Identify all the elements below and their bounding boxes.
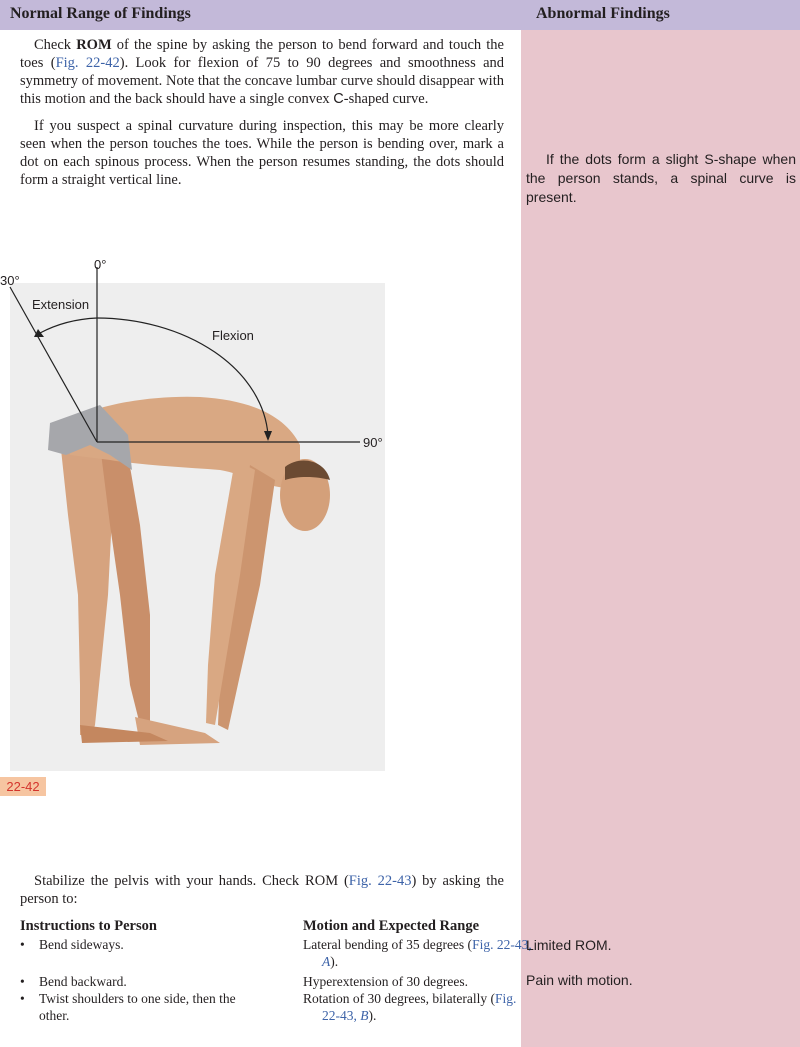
- fig-part-a[interactable]: A: [322, 954, 331, 969]
- instructions-column-heading: Instructions to Person: [20, 918, 157, 934]
- para1-text-2: of the spine by asking the person to bend forward and touch the toes (: [20, 37, 504, 71]
- range-text: Lateral bending of 35 degrees (: [303, 937, 473, 952]
- stabilize-pelvis-paragraph: [20, 872, 504, 908]
- abnormal-pain-with-motion: Pain with motion.: [526, 972, 633, 988]
- figure-number-badge: 22-42: [0, 777, 46, 796]
- instruction-text: Bend sideways.: [39, 937, 124, 952]
- forward-flexion-illustration: [0, 255, 400, 775]
- rom-term: ROM: [76, 37, 112, 53]
- abnormal-limited-rom: Limited ROM.: [526, 937, 612, 953]
- thirty-degree-label: 30°: [0, 273, 20, 288]
- expected-range-item: [303, 990, 532, 1024]
- para3-text-2: ) by asking the person to:: [20, 873, 504, 907]
- extension-label: Extension: [32, 297, 90, 312]
- instruction-text: Bend backward.: [39, 974, 127, 989]
- range-text-end: ).: [368, 1008, 377, 1023]
- photo-background: [10, 283, 385, 771]
- table-header: [0, 0, 800, 30]
- para1-text-4: -shaped curve.: [343, 91, 429, 107]
- instruction-text: Twist shoulders to one side, then the other.: [39, 991, 236, 1023]
- rom-forward-bend-paragraph: [20, 36, 504, 108]
- abnormal-findings-heading: Abnormal Findings: [536, 5, 670, 22]
- fig-22-43b-link[interactable]: Fig. 22-43,: [322, 991, 517, 1023]
- fig-22-43a-link[interactable]: Fig. 22-43,: [472, 937, 532, 952]
- spinal-curvature-paragraph: If you suspect a spinal curvature during inspection, this may be more clearly seen when the person touches the toes. While the person is bending over, mark a dot on each spinous process. When the person resumes standing, the dots should form a straight vertical line.: [20, 118, 504, 188]
- zero-degree-label: 0°: [94, 257, 107, 272]
- para1-text-1: Check: [34, 37, 77, 53]
- normal-findings-heading: Normal Range of Findings: [10, 5, 191, 22]
- flexion-label: Flexion: [212, 328, 254, 343]
- fig-22-42-link[interactable]: Fig. 22-42: [55, 55, 120, 71]
- ninety-degree-label: 90°: [363, 435, 383, 450]
- c-letter: C: [333, 91, 344, 107]
- abnormal-s-shape-text: If the dots form a slight S-shape when the person stands, a spinal curve is present.: [526, 151, 796, 205]
- expected-range-item: [303, 936, 532, 970]
- para1-text-3: ). Look for flexion of 75 to 90 degrees and smoothness and symmetry of movement. Note that the concave lumbar curve should disappear with this motion and the back should have a single convex: [20, 55, 505, 107]
- fig-22-43-link[interactable]: Fig. 22-43: [348, 873, 412, 889]
- range-text-end: ).: [330, 954, 339, 969]
- fig-part-b[interactable]: B: [360, 1008, 369, 1023]
- range-text: Rotation of 30 degrees, bilaterally (: [303, 991, 495, 1006]
- motion-column-heading: Motion and Expected Range: [303, 918, 480, 934]
- expected-range-item: Hyperextension of 30 degrees.: [303, 974, 468, 989]
- figure-22-42: [0, 255, 400, 775]
- para3-text-1: Stabilize the pelvis with your hands. Check ROM (: [34, 873, 349, 889]
